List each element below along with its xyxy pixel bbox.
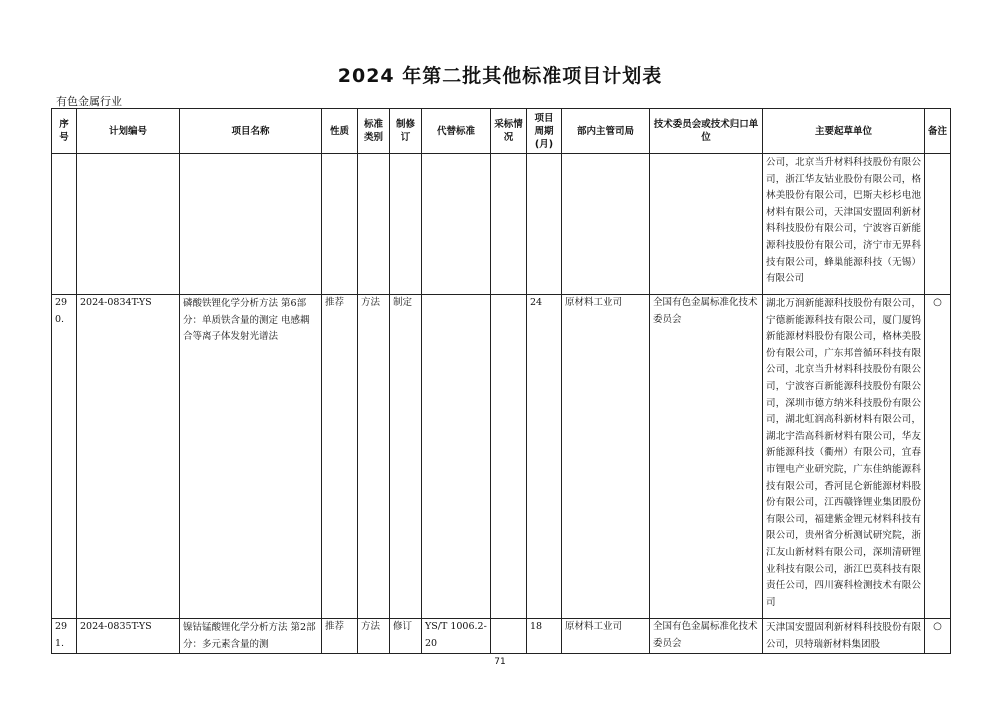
cell-revise: 修订	[390, 619, 422, 654]
header-name: 项目名称	[180, 109, 322, 154]
industry-label: 有色金属行业	[56, 95, 122, 108]
header-nature: 性质	[322, 109, 358, 154]
cell-plan-no	[77, 154, 180, 295]
cell-nature	[322, 154, 358, 295]
cell-adopt	[491, 154, 527, 295]
cell-note: ○	[925, 619, 951, 654]
cell-nature: 推荐	[322, 619, 358, 654]
header-replace: 代替标准	[422, 109, 491, 154]
cell-committee	[650, 154, 763, 295]
cell-revise: 制定	[390, 295, 422, 619]
cell-committee: 全国有色金属标准化技术委员会	[650, 619, 763, 654]
cell-period: 18	[527, 619, 562, 654]
header-seq: 序号	[52, 109, 77, 154]
cell-replace	[422, 295, 491, 619]
cell-drafters: 湖北万润新能源科技股份有限公司，宁德新能源科技有限公司，厦门厦钨新能源材料股份有限公司，格林美股份有限公司，广东邦普循环科技有限公司，北京当升材料科技股份有限公司，宁波容百新能源科技股份有限公司，深圳市德方纳米科技股份有限公司，湖北虹润高科新材料有限公司，湖北宇浩高科新材料有限公司，华友新能源科技（衢州）有限公司，宜春市锂电产业研究院，广东佳纳能源科技有限公司，香河昆仑新能源材料股份有限公司，江西赣锋锂业集团股份有限公司，福建紫金锂元材料科技有限公司，贵州省分析测试研究院，浙江友山新材料有限公司，深圳清研锂业科技有限公司，浙江巴莫科技有限责任公司，四川赛科检测技术有限公司	[763, 295, 925, 619]
cell-seq	[52, 154, 77, 295]
header-drafters: 主要起草单位	[763, 109, 925, 154]
cell-nature: 推荐	[322, 295, 358, 619]
cell-revise	[390, 154, 422, 295]
cell-adopt	[491, 295, 527, 619]
header-plan-no: 计划编号	[77, 109, 180, 154]
cell-note	[925, 154, 951, 295]
cell-dept	[562, 154, 650, 295]
table-header-row	[52, 109, 951, 154]
table-row	[52, 619, 951, 654]
cell-category: 方法	[358, 295, 390, 619]
cell-name: 磷酸铁锂化学分析方法 第6部分：单质铁含量的测定 电感耦合等离子体发射光谱法	[180, 295, 322, 619]
cell-adopt	[491, 619, 527, 654]
cell-category	[358, 154, 390, 295]
cell-period: 24	[527, 295, 562, 619]
cell-period	[527, 154, 562, 295]
cell-category: 方法	[358, 619, 390, 654]
cell-replace: YS/T 1006.2-20	[422, 619, 491, 654]
header-dept: 部内主管司局	[562, 109, 650, 154]
cell-seq: 291.	[52, 619, 77, 654]
page-number: 71	[494, 657, 506, 667]
cell-seq: 290.	[52, 295, 77, 619]
cell-plan-no: 2024-0835T-YS	[77, 619, 180, 654]
cell-dept: 原材料工业司	[562, 295, 650, 619]
cell-name: 镍钴锰酸锂化学分析方法 第2部分：多元素含量的测	[180, 619, 322, 654]
page-title: 2024 年第二批其他标准项目计划表	[337, 65, 663, 87]
header-adopt: 采标情况	[491, 109, 527, 154]
header-period: 项目周期(月)	[527, 109, 562, 154]
cell-dept: 原材料工业司	[562, 619, 650, 654]
standards-plan-table	[51, 108, 951, 654]
table-row	[52, 295, 951, 619]
cell-drafters: 公司，北京当升材料科技股份有限公司，浙江华友钴业股份有限公司，格林美股份有限公司，巴斯夫杉杉电池材料有限公司，天津国安盟固利新材料科技股份有限公司，宁波容百新能源科技股份有限公司，济宁市无界科技有限公司，蜂巢能源科技（无锡）有限公司	[763, 154, 925, 295]
header-category: 标准类别	[358, 109, 390, 154]
header-revise: 制修订	[390, 109, 422, 154]
cell-drafters: 天津国安盟固利新材料科技股份有限公司，贝特瑞新材料集团股	[763, 619, 925, 654]
cell-committee: 全国有色金属标准化技术委员会	[650, 295, 763, 619]
header-note: 备注	[925, 109, 951, 154]
cell-replace	[422, 154, 491, 295]
table-row	[52, 154, 951, 295]
cell-note: ○	[925, 295, 951, 619]
header-committee: 技术委员会或技术归口单位	[650, 109, 763, 154]
cell-name	[180, 154, 322, 295]
cell-plan-no: 2024-0834T-YS	[77, 295, 180, 619]
